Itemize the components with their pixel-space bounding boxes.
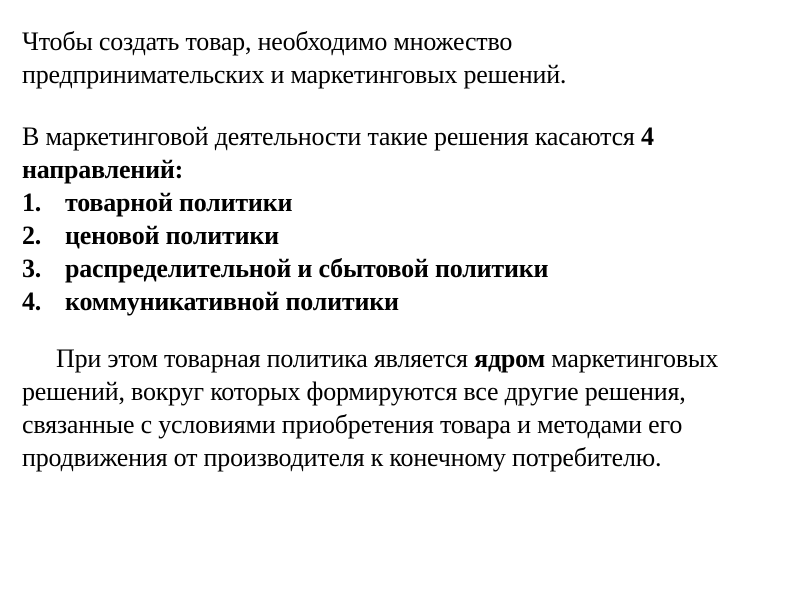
direction-list-item xyxy=(22,285,778,318)
text-run: При этом товарная политика является xyxy=(56,344,475,373)
paragraph-directions-lead xyxy=(22,120,778,186)
text-run: Чтобы создать товар, необходимо множество xyxy=(22,27,513,56)
text-run: продвижения от производителя к конечному потребителю. xyxy=(22,443,662,472)
list-item-number: 1. xyxy=(22,188,42,217)
directions-list xyxy=(22,186,778,318)
text-run: связанные с условиями приобретения товара и методами его xyxy=(22,410,683,439)
paragraph-core xyxy=(22,342,778,474)
paragraph-intro xyxy=(22,25,778,91)
text-run: маркетинговых xyxy=(545,344,718,373)
list-item-label: ценовой политики xyxy=(65,221,279,250)
list-item-number: 3. xyxy=(22,254,42,283)
list-item-label: распределительной и сбытовой политики xyxy=(65,254,549,283)
text-run: предпринимательских и маркетинговых решений. xyxy=(22,60,567,89)
list-item-label: коммуникативной политики xyxy=(65,287,399,316)
list-item-label: товарной политики xyxy=(65,188,293,217)
list-item-number: 2. xyxy=(22,221,42,250)
list-item-number: 4. xyxy=(22,287,42,316)
direction-list-item xyxy=(22,186,778,219)
text-run: направлений: xyxy=(22,155,184,184)
text-run: решений, вокруг которых формируются все другие решения, xyxy=(22,377,686,406)
text-run: ядром xyxy=(474,344,545,373)
slide-content xyxy=(22,25,778,474)
direction-list-item xyxy=(22,252,778,285)
text-run: 4 xyxy=(640,122,654,151)
direction-list-item xyxy=(22,219,778,252)
text-run: В маркетинговой деятельности такие решения касаются xyxy=(22,122,641,151)
